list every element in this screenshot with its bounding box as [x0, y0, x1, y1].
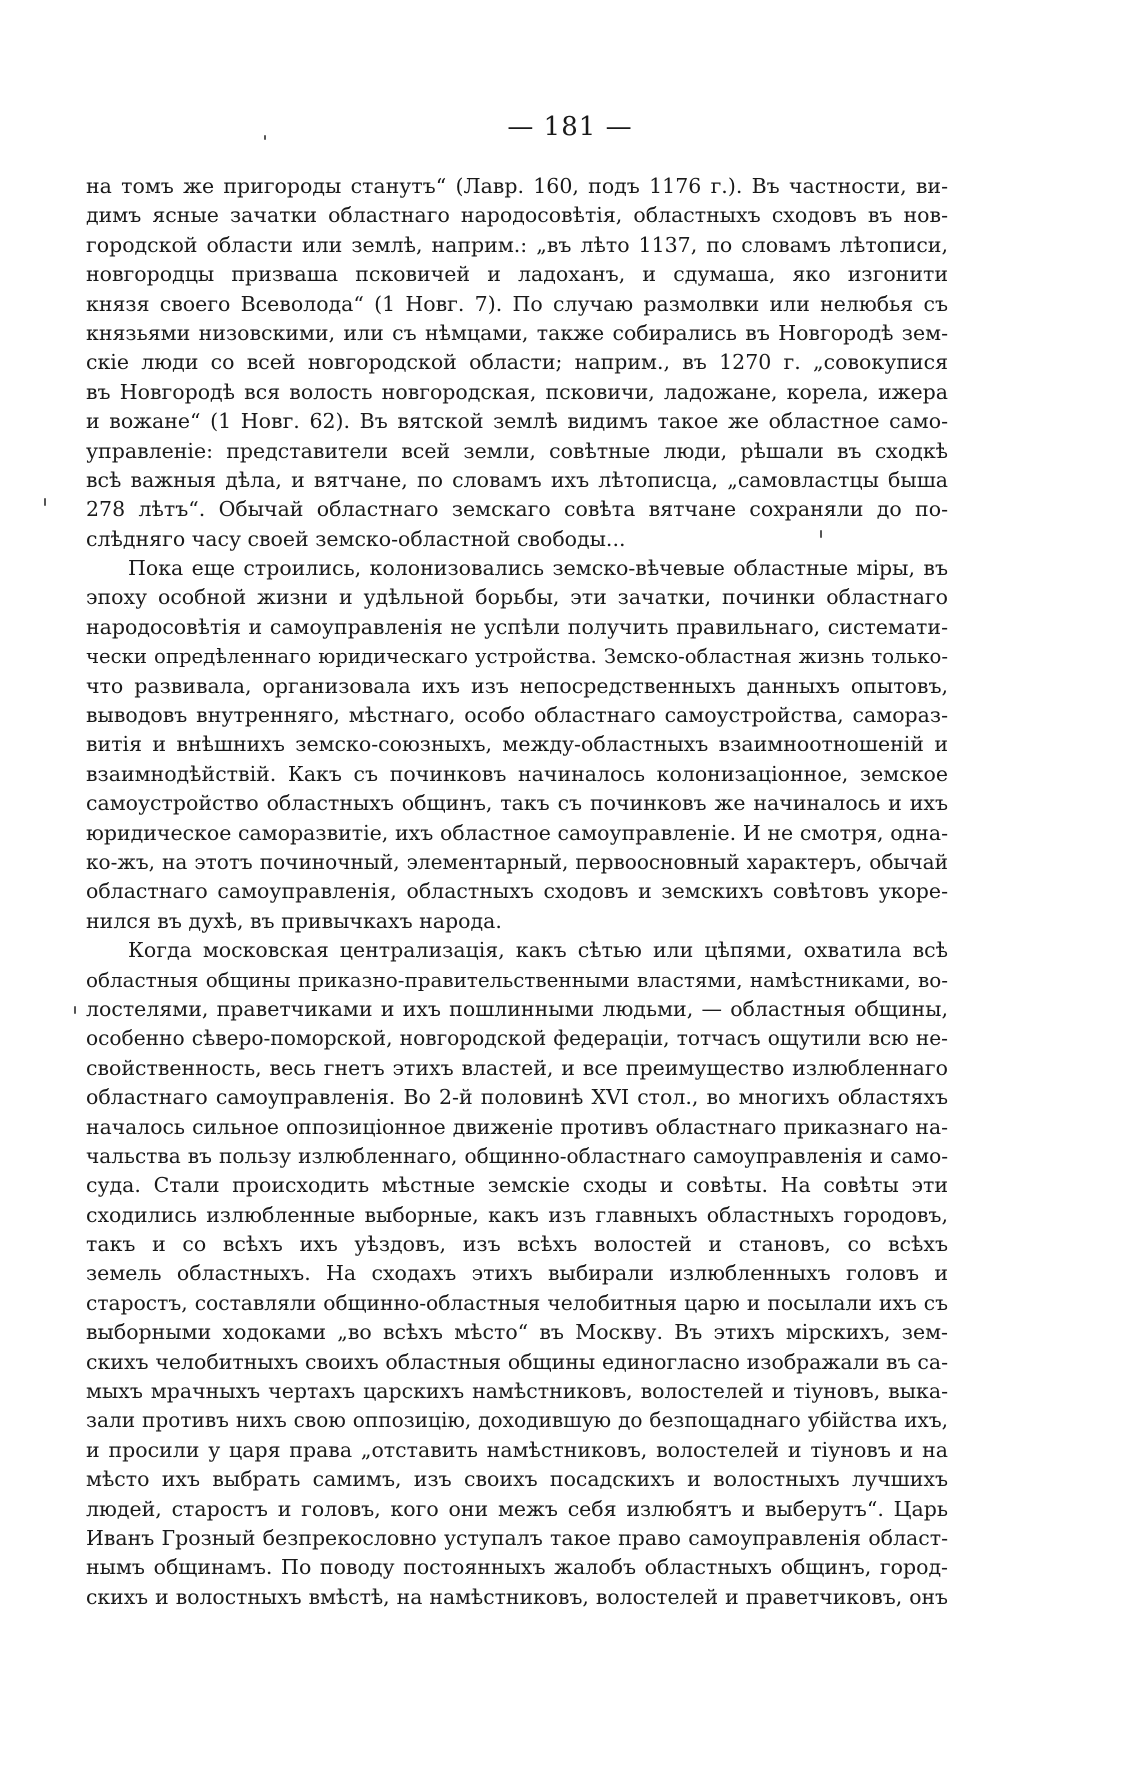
text-line: нымъ общинамъ. По поводу постоянныхъ жалобъ областныхъ общинъ, город- — [86, 1555, 948, 1580]
text-line: въ Новгородѣ вся волость новгородская, псковичи, ладожане, корела, ижера — [86, 379, 948, 404]
page-number: — 181 — — [507, 112, 633, 142]
text-line: самоустройство областныхъ общинъ, такъ съ починковъ же начиналось и ихъ — [86, 791, 948, 816]
text-line: и просили у царя права „отставить намѣстниковъ, волостелей и тіуновъ и на — [86, 1437, 948, 1462]
text-line: Иванъ Грозный безпрекословно уступалъ такое право самоуправленія област- — [86, 1525, 948, 1550]
text-line: скихъ и волостныхъ вмѣстѣ, на намѣстниковъ, волостелей и праветчиковъ, онъ — [86, 1584, 948, 1609]
text-line: чальства въ пользу излюбленнаго, общинно-областнаго самоуправленія и само- — [86, 1143, 948, 1168]
text-line: Когда московская централизація, какъ сѣтью или цѣпями, охватила всѣ — [128, 938, 948, 963]
text-line: взаимнодѣйствій. Какъ съ починковъ начиналось колонизаціонное, земское — [86, 761, 948, 786]
text-line: людей, старостъ и головъ, кого они межъ себя излюбятъ и выберутъ“. Царь — [86, 1496, 948, 1521]
text-line: димъ ясные зачатки областнаго народосовѣтія, областныхъ сходовъ въ нов- — [86, 203, 948, 228]
text-line: такъ и со всѣхъ ихъ уѣздовъ, изъ всѣхъ волостей и становъ, со всѣхъ — [86, 1232, 948, 1257]
text-line: эпоху особной жизни и удѣльной борьбы, эти зачатки, починки областнаго — [86, 585, 948, 610]
text-line: выборными ходоками „во всѣхъ мѣсто“ въ Москву. Въ этихъ мірскихъ, зем- — [86, 1320, 948, 1345]
scan-speck — [44, 498, 46, 506]
text-line: князя своего Всеволода“ (1 Новг. 7). По случаю размолвки или нелюбья съ — [86, 291, 948, 316]
paragraph-2 — [86, 554, 948, 936]
text-line: старостъ, составляли общинно-областныя челобитныя царю и посылали ихъ съ — [86, 1290, 948, 1315]
page-text — [86, 172, 948, 1612]
text-line: витія и внѣшнихъ земско-союзныхъ, между-областныхъ взаимноотношеній и — [86, 732, 948, 757]
text-line: началось сильное оппозиціонное движеніе противъ областнаго приказнаго на- — [86, 1114, 948, 1139]
scan-speck — [264, 135, 266, 140]
paragraph-3 — [86, 936, 948, 1612]
text-line: скіе люди со всей новгородской области; наприм., въ 1270 г. „совокупися — [86, 350, 948, 375]
text-line: суда. Стали происходить мѣстные земскіе сходы и совѣты. На совѣты эти — [86, 1173, 948, 1198]
text-line: сходились излюбленные выборные, какъ изъ главныхъ областныхъ городовъ, — [86, 1202, 948, 1227]
text-line: новгородцы призваша псковичей и ладоханъ, и сдумаша, яко изгонити — [86, 262, 948, 287]
text-line: городской области или землѣ, наприм.: „въ лѣто 1137, по словамъ лѣтописи, — [86, 232, 948, 257]
text-line: земель областныхъ. На сходахъ этихъ выбирали излюбленныхъ головъ и — [86, 1261, 948, 1286]
text-line: особенно сѣверо-поморской, новгородской федераціи, тотчасъ ощутили всю не- — [86, 1026, 948, 1051]
text-line: управленіе: представители всей земли, совѣтные люди, рѣшали въ сходкѣ — [86, 438, 948, 463]
text-line: нился въ духѣ, въ привычкахъ народа. — [86, 908, 502, 933]
text-line: на томъ же пригороды станутъ“ (Лавр. 160, подъ 1176 г.). Въ частности, ви- — [86, 174, 948, 198]
scan-speck — [74, 1006, 76, 1014]
text-line: выводовъ внутренняго, мѣстнаго, особо областнаго самоустройства, самораз- — [86, 703, 948, 728]
text-line: областнаго самоуправленія. Во 2-й половинѣ XVI стол., во многихъ областяхъ — [86, 1085, 948, 1110]
text-line: Пока еще строились, колонизовались земско-вѣчевые областные міры, въ — [128, 556, 948, 581]
text-line: зали противъ нихъ свою оппозицію, доходившую до безпощаднаго убійства ихъ, — [86, 1408, 948, 1433]
text-line: мѣсто ихъ выбрать самимъ, изъ своихъ посадскихъ и волостныхъ лучшихъ — [86, 1467, 948, 1492]
text-line: народосовѣтія и самоуправленія не успѣли получить правильнаго, системати- — [86, 614, 948, 639]
text-line: ко-жъ, на этотъ починочный, элементарный, первоосновный характеръ, обычай — [86, 849, 948, 874]
paragraph-1 — [86, 172, 948, 554]
text-line: 278 лѣтъ“. Обычай областнаго земскаго совѣта вятчане сохраняли до по- — [86, 497, 948, 522]
text-line: областнаго самоуправленія, областныхъ сходовъ и земскихъ совѣтовъ укоре- — [86, 879, 948, 904]
text-line: слѣдняго часу своей земско-областной свободы... — [86, 526, 626, 551]
text-line: скихъ челобитныхъ своихъ областныя общины единогласно изображали въ са- — [86, 1349, 948, 1374]
text-line: мыхъ мрачныхъ чертахъ царскихъ намѣстниковъ, волостелей и тіуновъ, выка- — [86, 1379, 948, 1404]
text-line: лостелями, праветчиками и ихъ пошлинными людьми, — областныя общины, — [86, 996, 948, 1021]
text-line: областныя общины приказно-правительственными властями, намѣстниками, во- — [86, 968, 948, 992]
text-line: юридическое саморазвитіе, ихъ областное самоуправленіе. И не смотря, одна- — [86, 820, 948, 845]
text-line: князьями низовскими, или съ нѣмцами, также собирались въ Новгородѣ зем- — [86, 320, 948, 345]
scan-speck — [820, 530, 822, 538]
text-line: всѣ важныя дѣла, и вятчане, по словамъ ихъ лѣтописца, „самовластцы быша — [86, 467, 948, 492]
text-line: что развивала, организовала ихъ изъ непосредственныхъ данныхъ опытовъ, — [86, 673, 948, 698]
text-line: и вожане“ (1 Новг. 62). Въ вятской землѣ видимъ такое же областное само- — [86, 409, 948, 434]
text-line: свойственность, весь гнетъ этихъ властей, и все преимущество излюбленнаго — [86, 1055, 948, 1080]
text-line: чески опредѣленнаго юридическаго устройства. Земско-областная жизнь только- — [86, 645, 948, 669]
